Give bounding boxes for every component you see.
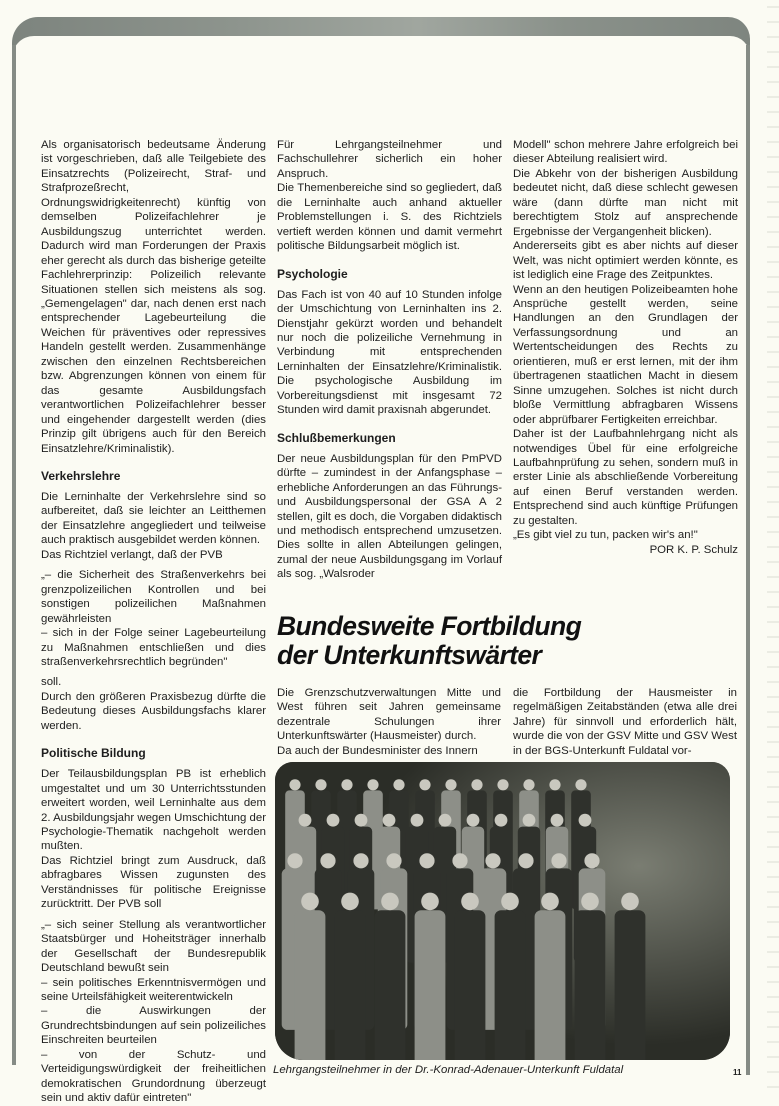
person-head [621, 893, 639, 911]
paragraph: soll. [41, 676, 62, 689]
page-frame-left [12, 45, 16, 1065]
paragraph: Die Lerninhalte der Verkehrslehre sind so aufbereitet, daß sie leichter an Leitthemen der Einsatzlehre angegliedert und teilweise auch praktisch ausgebildet werden können. [41, 490, 266, 547]
person-head [411, 814, 424, 827]
person-head [551, 853, 566, 868]
person-head [461, 893, 479, 911]
person-head [551, 814, 564, 827]
paragraph: Die Grenzschutzverwaltungen Mitte und West führen seit Jahren gemeinsame dezentrale Schulungen ihrer Unterkunftswärter (Hausmeister) durch. [277, 687, 501, 743]
person-body [575, 910, 606, 1060]
person-head [299, 814, 312, 827]
person-head [315, 779, 326, 790]
author-signature: POR K. P. Schulz [649, 543, 738, 556]
paragraph: Wenn an den heutigen Polizeibeamten hohe Ansprüche gestellt werden, seine Handlungen an den Grundlagen der Verfassungsordnung und an Wertentscheidungen des Rechts zu orientieren, muß er erst lernen, mit der ihm übertragenen staatlichen Macht in diesem Sinne umzugehen. Solches ist nicht durch bloße Vermittlung abfragbaren Wissens oder abprüfbarer Fertigkeiten erreichbar. [513, 283, 738, 426]
paragraph: die Fortbildung der Hausmeister in regelmäßigen Zeitabständen (etwa alle drei Jahre) für sinnvoll und erforderlich hält, wurde die von der GSV Mitte und GSV West in der BGS-Unterkunft Fuldatal vor- [513, 687, 737, 757]
person-head [518, 853, 533, 868]
quote-item: – sich in der Folge seiner Lagebeurteilung zu Maßnahmen entschließen und dies straßenverkehrsrechtlich begründen" [41, 627, 266, 668]
section-heading-schlussbemerkungen: Schlußbemerkungen [277, 430, 396, 445]
paragraph: Da auch der Bundesminister des Innern [277, 744, 478, 757]
paragraph: Die Themenbereiche sind so gegliedert, daß die Lerninhalte auch anhand aktueller Problemstellungen i. S. des Richtziels vertieft werden können und damit vermehrt politische Bildungsarbeit möglich ist. [277, 182, 502, 253]
paragraph: Die Abkehr von der bisherigen Ausbildung bedeutet nicht, daß diese schlecht gewesen wäre (dann dürfte man nicht mit berechtigtem Stolz auf ansprechende Ergebnisse der Vergangenheit blicken). [513, 167, 738, 238]
person-head [471, 779, 482, 790]
paragraph: Daher ist der Laufbahnlehrgang nicht als notwendiges Übel für eine erfolgreiche Laufbahnprüfung zu sehen, sondern muß in erster Linie als abschließende Vorbereitung auf einen Beruf verstanden werden. Entsprechend sind auch künftige Prüfungen zu gestalten. [513, 428, 738, 527]
person-head [327, 814, 340, 827]
person-head [445, 779, 456, 790]
quote-item: – sein politisches Erkenntnisvermögen und seine Urteilsfähigkeit weiterentwickeln [41, 976, 266, 1004]
article-column-2 [277, 138, 502, 582]
person-head [497, 779, 508, 790]
person-head [485, 853, 500, 868]
section-heading-psychologie: Psychologie [277, 266, 348, 281]
paragraph: Als organisatorisch bedeutsame Änderung ist vorgeschrieben, daß alle Teilgebiete des Einsatzrechts (Polizeirecht, Straf- und Strafprozeßrecht, Ordnungswidrigkeitenrecht) künftig von demselben Polizeifachlehrer je Ausbildungszug unterrichtet werden. Dadurch wird man Forderungen der Praxis eher gerecht als durch das bisherige geteilte Fachlehrerprinzip: Polizeilich relevante Situationen stellen sich meistens als sog. „Gemengelagen" dar, nach denen erst nach entsprechender Lagebeurteilung die Weichen für präventives oder repressives Handeln gestellt werden. Zusammenhänge zwischen den einzelnen Rechtsbereichen bzw. Abgrenzungen können von einem für das gesamte Ausbildungsfach verantwortlichen Polizeifachlehrer besser und eingehender dargestellt werden (dies Prinzip gilt übrigens auch für den Bereich Einsatzlehre/Kriminalistik). [41, 139, 266, 455]
headline-line-2: der Unterkunftswärter [277, 640, 542, 670]
person-head [289, 779, 300, 790]
paragraph: Für Lehrgangsteilnehmer und Fachschullehrer sicherlich ein hoher Anspruch. [277, 139, 502, 180]
person-head [501, 893, 519, 911]
person-head [523, 814, 536, 827]
person-head [549, 779, 560, 790]
person-head [393, 779, 404, 790]
person-body [455, 910, 486, 1060]
header-bar-inner [12, 36, 750, 66]
section-heading-politische-bildung: Politische Bildung [41, 746, 146, 761]
person-head [381, 893, 399, 911]
person-head [523, 779, 534, 790]
person-body [335, 910, 366, 1060]
person-head [452, 853, 467, 868]
person-head [439, 814, 452, 827]
person-head [579, 814, 592, 827]
person-head [581, 893, 599, 911]
person-head [575, 779, 586, 790]
person-body [495, 910, 526, 1060]
paragraph: Andererseits gibt es aber nichts auf dieser Welt, was nicht optimiert werden könnte, es ist lediglich eine Frage des Zeitpunktes. [513, 240, 738, 282]
article-column-1 [41, 138, 266, 1106]
person-head [341, 779, 352, 790]
person-body [415, 910, 446, 1060]
person-head [467, 814, 480, 827]
person-head [353, 853, 368, 868]
scan-edge [767, 0, 779, 1100]
person-head [355, 814, 368, 827]
paragraph: Das Fach ist von 40 auf 10 Stunden infolge der Umschichtung von Lerninhalten ins 2. Dienstjahr gekürzt worden und behandelt nur noch die polizeiliche Vernehmung in Verbindung mit entsprechenden Lerninhalten der Einsatzlehre/Kriminalistik. Die psychologische Ausbildung im Vorbereitungsdienst mit insgesamt 72 Stunden wird damit praxisnah abgerundet. [277, 288, 502, 417]
person-head [584, 853, 599, 868]
quote-item: „– die Sicherheit des Straßenverkehrs bei grenzpolizeilichen Kontrollen und bei sonstigen polizeilichen Maßnahmen gewährleisten [41, 569, 266, 625]
person-head [320, 853, 335, 868]
article-headline [277, 612, 747, 670]
person-body [295, 910, 326, 1060]
quote-item: „– sich seiner Stellung als verantwortlicher Staatsbürger und Hoheitsträger innerhalb der Gesellschaft der Bundesrepublik Deutschland bewußt sein [41, 918, 266, 975]
group-photo [275, 762, 730, 1060]
paragraph: Modell" schon mehrere Jahre erfolgreich bei dieser Abteilung realisiert wird. [513, 139, 738, 166]
closing-quote: „Es gibt viel zu tun, packen wir's an!" [513, 529, 698, 542]
group-photo-image [275, 762, 730, 1060]
person-body [535, 910, 566, 1060]
person-head [287, 853, 302, 868]
person-head [341, 893, 359, 911]
person-body [615, 910, 646, 1060]
person-head [419, 853, 434, 868]
quote-item: – die Auswirkungen der Grundrechtsbindungen auf sein polizeiliches Einschreiten beurteilen [41, 1005, 266, 1047]
photo-caption: Lehrgangsteilnehmer in der Dr.-Konrad-Adenauer-Unterkunft Fuldatal [273, 1064, 624, 1076]
paragraph: Das Richtziel bringt zum Ausdruck, daß abfragbares Wissen zugunsten des Verständnisses für politische Ereignisse zurücktritt. Der PVB soll [41, 854, 266, 911]
article-column-3 [513, 138, 738, 557]
person-head [421, 893, 439, 911]
person-head [383, 814, 396, 827]
person-head [541, 893, 559, 911]
headline-line-1: Bundesweite Fortbildung [277, 611, 582, 641]
page-number: 11 [733, 1068, 742, 1077]
paragraph: Der neue Ausbildungsplan für den PmPVD dürfte – zumindest in der Anfangsphase – erhebliche Anforderungen an das Führungs- und Ausbildungspersonal der GSA A 2 stellen, gilt es doch, die Vorgaben didaktisch und methodisch entsprechend umzusetzen. Dies sollte in allen Abteilungen gelingen, zumal der neue Ausbildungsgang im Vorlauf als sog. „Walsroder [277, 452, 502, 581]
person-head [386, 853, 401, 868]
paragraph: Das Richtziel verlangt, daß der PVB [41, 548, 223, 561]
person-head [367, 779, 378, 790]
person-head [495, 814, 508, 827]
paragraph: Durch den größeren Praxisbezug dürfte die Bedeutung dieses Ausbildungsfachs klarer werden. [41, 690, 266, 732]
quote-item: – von der Schutz- und Verteidigungswürdigkeit der freiheitlichen demokratischen Grundordnung überzeugt sein und aktiv dafür eintreten" [41, 1048, 266, 1105]
page-frame-right [746, 45, 750, 1075]
person-head [419, 779, 430, 790]
section-heading-verkehrslehre: Verkehrslehre [41, 468, 121, 483]
article2-column-1 [277, 686, 501, 758]
paragraph: Der Teilausbildungsplan PB ist erheblich umgestaltet und um 30 Unterrichtsstunden erweitert worden, weil Lerninhalte aus dem 2. Ausbildungsjahr wegen Umschichtung der Psychologie-Thematik nachgeholt werden mußten. [41, 768, 266, 853]
person-body [375, 910, 406, 1060]
article2-column-2 [513, 686, 737, 758]
person-head [301, 893, 319, 911]
